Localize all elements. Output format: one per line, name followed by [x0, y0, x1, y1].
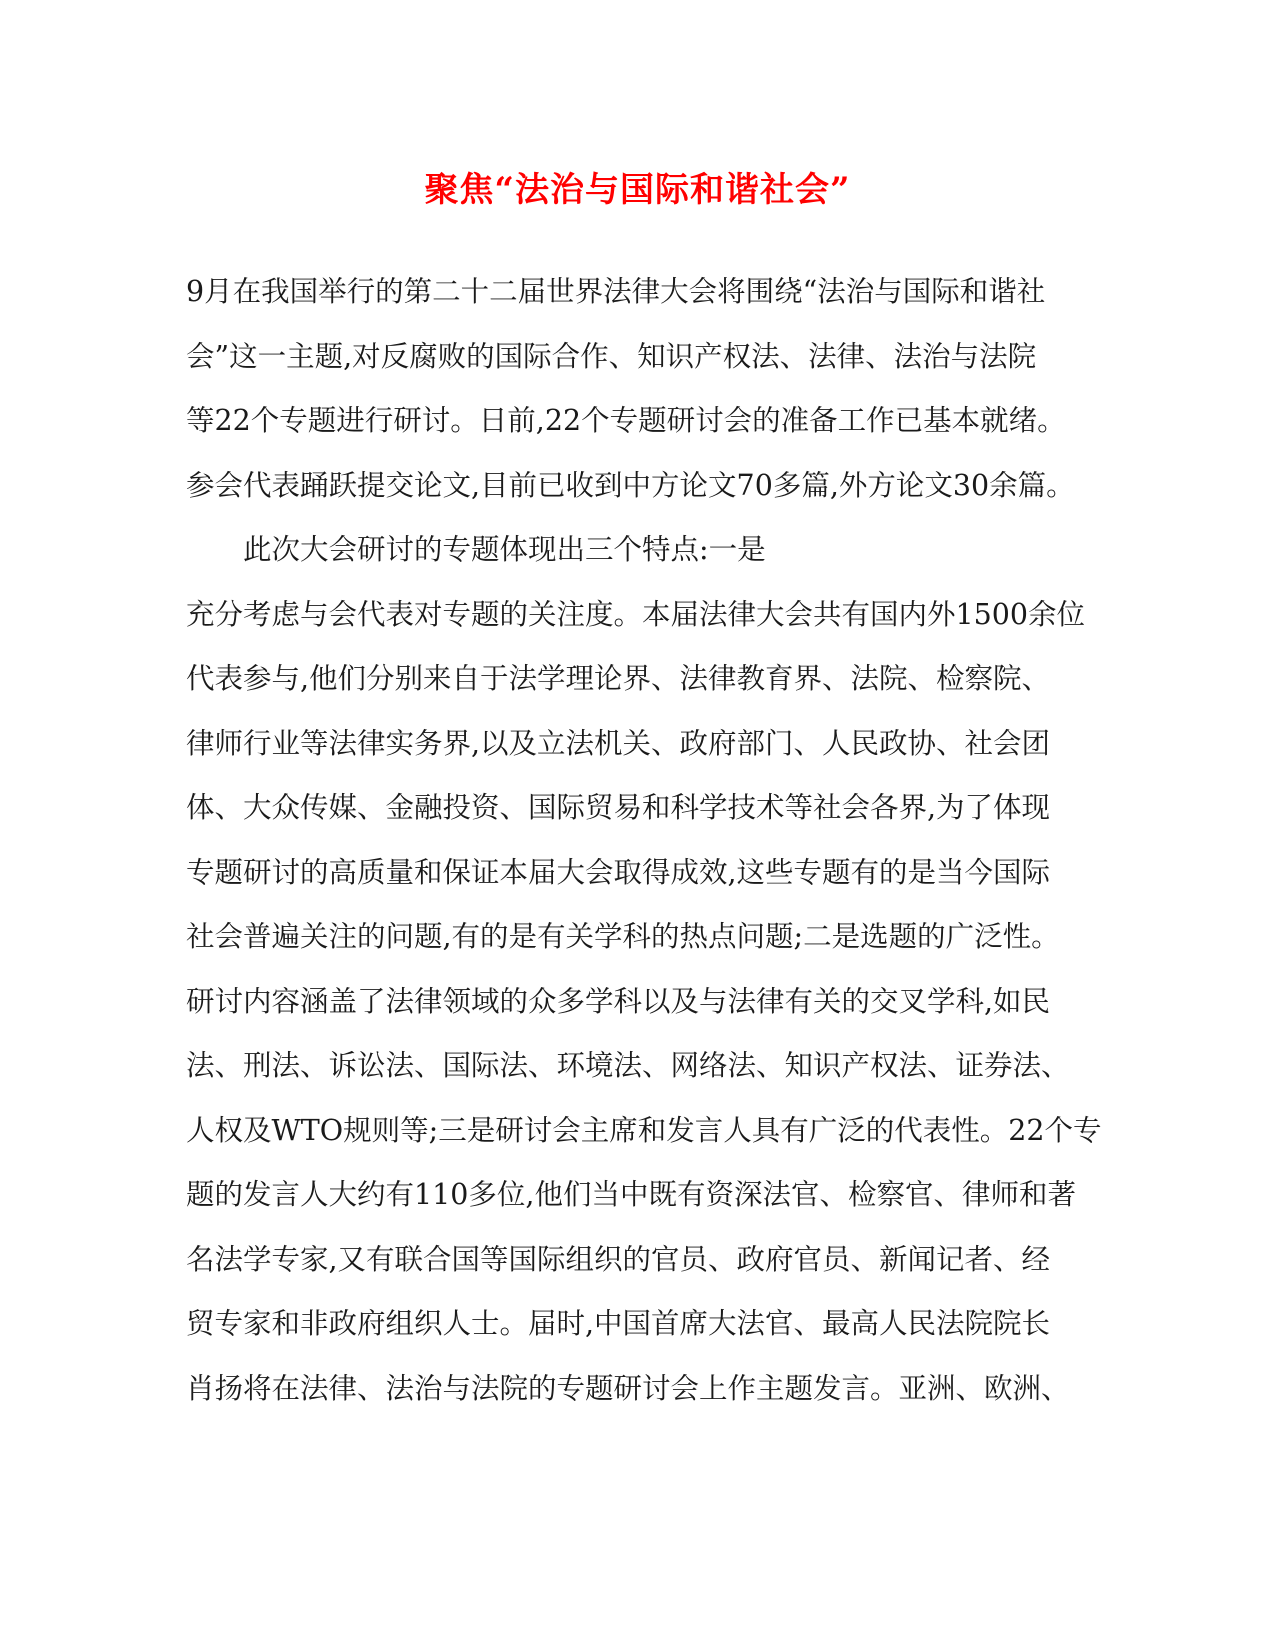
- document-title: 聚焦“法治与国际和谐社会”: [424, 170, 851, 210]
- body-line: 研讨内容涵盖了法律领域的众多学科以及与法律有关的交叉学科,如民: [186, 984, 1051, 1018]
- body-line: 肖扬将在法律、法治与法院的专题研讨会上作主题发言。亚洲、欧洲、: [186, 1371, 1070, 1405]
- body-line: 代表参与,他们分别来自于法学理论界、法律教育界、法院、检察院、: [186, 662, 1051, 695]
- body-line: 社会普遍关注的问题,有的是有关学科的热点问题;二是选题的广泛性。: [186, 920, 1060, 953]
- document-body: [186, 260, 1102, 1421]
- body-line: 名法学专家,又有联合国等国际组织的官员、政府官员、新闻记者、经: [186, 1242, 1051, 1276]
- body-line: 专题研讨的高质量和保证本届大会取得成效,这些专题有的是当今国际: [186, 855, 1051, 889]
- body-line: 体、大众传媒、金融投资、国际贸易和科学技术等社会各界,为了体现: [186, 791, 1051, 824]
- body-line: 充分考虑与会代表对专题的关注度。本届法律大会共有国内外1500余位: [186, 597, 1086, 631]
- body-line: 参会代表踊跃提交论文,目前已收到中方论文70多篇,外方论文30余篇。: [186, 468, 1075, 502]
- body-line: 等22个专题进行研讨。日前,22个专题研讨会的准备工作已基本就绪。: [186, 404, 1066, 437]
- body-line-indented: 此次大会研讨的专题体现出三个特点:一是: [243, 533, 766, 566]
- body-line: 题的发言人大约有110多位,他们当中既有资深法官、检察官、律师和著: [186, 1178, 1076, 1211]
- body-line: 9月在我国举行的第二十二届世界法律大会将围绕“法治与国际和谐社: [186, 275, 1046, 308]
- body-line: 人权及WTO规则等;三是研讨会主席和发言人具有广泛的代表性。22个专: [186, 1113, 1102, 1147]
- body-line: 贸专家和非政府组织人士。届时,中国首席大法官、最高人民法院院长: [186, 1307, 1051, 1340]
- body-line: 律师行业等法律实务界,以及立法机关、政府部门、人民政协、社会团: [186, 726, 1051, 760]
- body-line: 法、刑法、诉讼法、国际法、环境法、网络法、知识产权法、证券法、: [186, 1049, 1070, 1082]
- body-line: 会”这一主题,对反腐败的国际合作、知识产权法、法律、法治与法院: [186, 339, 1037, 373]
